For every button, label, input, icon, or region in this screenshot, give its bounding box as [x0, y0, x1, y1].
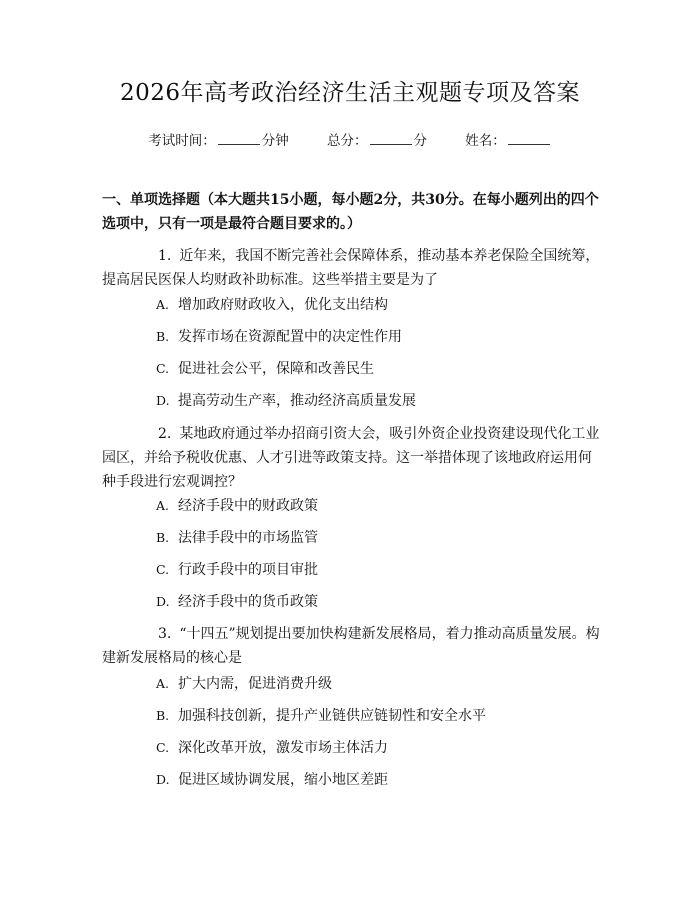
exam-time-field: [148, 130, 289, 151]
question-number: 1.: [158, 248, 172, 264]
question-number: 2.: [158, 426, 172, 442]
question-2-option-a: [156, 496, 318, 516]
option-letter: A.: [156, 297, 170, 312]
option-text: 行政手段中的项目审批: [178, 562, 318, 578]
option-text: 深化改革开放，激发市场主体活力: [178, 740, 388, 756]
total-score-label: 总分：: [327, 133, 368, 149]
question-1-option-a: [156, 295, 388, 315]
option-text: 法律手段中的市场监管: [178, 530, 318, 546]
option-text: 促进社会公平，保障和改善民生: [178, 361, 374, 377]
page-title: 2026年高考政治经济生活主观题专项及答案: [119, 80, 581, 106]
section-heading: 一、单项选择题（本大题共15小题，每小题2分，共30分。在每小题列出的四个选项中，只有一项是最符合题目要求的。）: [102, 192, 599, 232]
option-letter: B.: [156, 329, 170, 344]
exam-time-label: 考试时间：: [148, 133, 216, 149]
total-score-unit: 分: [413, 133, 427, 149]
option-letter: C.: [156, 361, 170, 376]
total-score-blank: [370, 130, 412, 145]
student-name-label: 姓名：: [465, 133, 506, 149]
question-text: 某地政府通过举办招商引资大会，吸引外资企业投资建设现代化工业园区，并给予税收优惠、人才引进等政策支持。这一举措体现了该地政府运用何种手段进行宏观调控？: [102, 426, 600, 490]
option-letter: D.: [156, 594, 170, 609]
option-text: 增加政府财政收入，优化支出结构: [178, 297, 388, 313]
option-text: 扩大内需，促进消费升级: [178, 676, 332, 692]
question-2-option-d: [156, 592, 318, 612]
question-text: “十四五”规划提出要加快构建新发展格局，着力推动高质量发展。构建新发展格局的核心是: [102, 626, 600, 666]
option-letter: A.: [156, 676, 170, 691]
student-name-blank: [508, 130, 550, 145]
option-text: 促进区域协调发展，缩小地区差距: [178, 772, 388, 788]
option-text: 发挥市场在资源配置中的决定性作用: [178, 329, 402, 345]
question-1-option-c: [156, 359, 374, 379]
option-letter: D.: [156, 772, 170, 787]
option-text: 提高劳动生产率，推动经济高质量发展: [178, 393, 416, 409]
question-3-stem: [102, 622, 602, 670]
question-1-option-d: [156, 391, 416, 411]
question-1-stem: [102, 244, 602, 292]
exam-time-unit: 分钟: [261, 133, 289, 149]
option-text: 经济手段中的货币政策: [178, 594, 318, 610]
exam-meta: [0, 130, 700, 151]
option-letter: B.: [156, 708, 170, 723]
student-name-field: [465, 130, 552, 151]
question-3-option-d: [156, 770, 388, 790]
option-letter: B.: [156, 530, 170, 545]
option-letter: D.: [156, 393, 170, 408]
question-3-option-b: [156, 706, 486, 726]
option-text: 经济手段中的财政政策: [178, 498, 318, 514]
option-letter: A.: [156, 498, 170, 513]
question-2-option-c: [156, 560, 318, 580]
question-number: 3.: [158, 626, 172, 642]
total-score-field: [327, 130, 427, 151]
exam-time-blank: [218, 130, 260, 145]
question-text: 近年来，我国不断完善社会保障体系，推动基本养老保险全国统筹，提高居民医保人均财政补助标准。这些举措主要是为了: [102, 248, 600, 288]
option-text: 加强科技创新，提升产业链供应链韧性和安全水平: [178, 708, 486, 724]
option-letter: C.: [156, 562, 170, 577]
question-3-option-a: [156, 674, 332, 694]
question-1-option-b: [156, 327, 402, 347]
question-3-option-c: [156, 738, 388, 758]
question-2-option-b: [156, 528, 318, 548]
option-letter: C.: [156, 740, 170, 755]
question-2-stem: [102, 422, 602, 494]
